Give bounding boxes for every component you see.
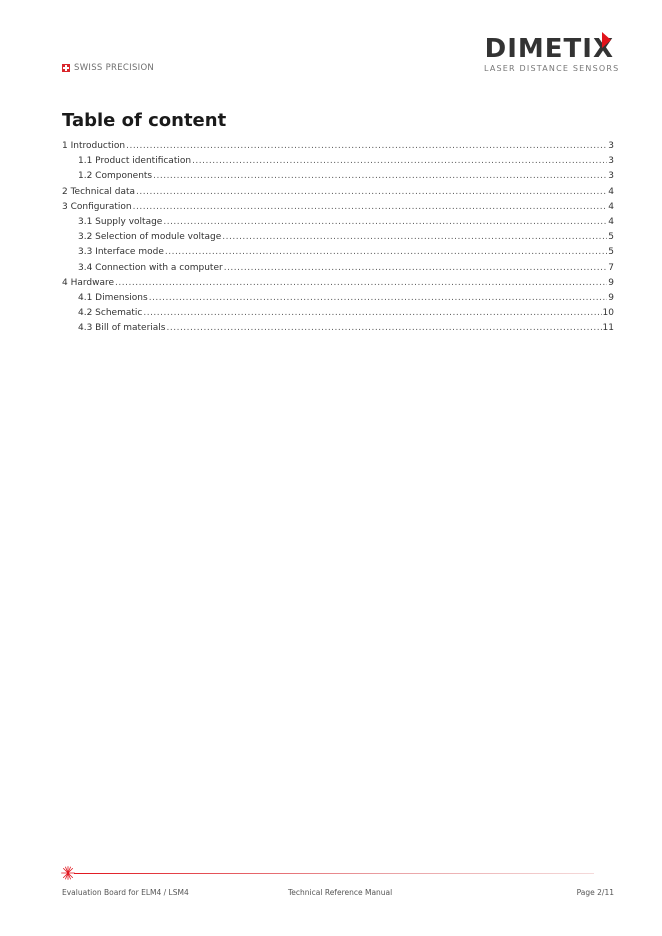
toc-entry-label: 4.2 Schematic — [78, 308, 143, 319]
swiss-precision-text: SWISS PRECISION — [74, 63, 155, 73]
logo-accent-icon — [602, 32, 611, 48]
toc-leader-dots — [115, 278, 607, 288]
toc-entry-page: 3 — [608, 141, 614, 151]
toc-entry[interactable] — [62, 230, 614, 245]
toc-entry[interactable] — [62, 291, 614, 306]
toc-entry[interactable] — [62, 215, 614, 230]
toc-leader-dots — [133, 202, 608, 212]
toc-entry-page: 5 — [608, 232, 614, 243]
toc-entry-page: 4 — [608, 186, 614, 197]
footer-product: Evaluation Board for ELM4 / LSM4 — [62, 888, 189, 897]
footer-doc-type: Technical Reference Manual — [288, 888, 393, 897]
toc-entry-label: 1.1 Product identification — [78, 156, 192, 167]
toc-entry-page: 9 — [608, 292, 614, 303]
toc-entry-page: 3 — [608, 171, 614, 182]
toc-leader-dots — [136, 187, 607, 197]
toc-leader-dots — [167, 323, 602, 333]
toc-leader-dots — [143, 308, 601, 318]
logo-wordmark: DIMETIX — [484, 34, 614, 64]
footer-divider — [74, 873, 594, 874]
laser-star-icon — [61, 866, 75, 880]
toc-leader-dots — [222, 232, 607, 242]
toc-leader-dots — [153, 171, 607, 181]
toc-entry-label: 2 Technical data — [62, 186, 136, 197]
dimetix-logo — [484, 22, 620, 74]
toc-entry-label: 4.1 Dimensions — [78, 292, 148, 303]
toc-leader-dots — [126, 141, 607, 151]
toc-entry-page: 11 — [602, 323, 614, 334]
toc-entry-label: 1 Introduction — [62, 141, 126, 151]
toc-entry-label: 1.2 Components — [78, 171, 153, 182]
toc-entry-label: 3 Configuration — [62, 201, 132, 212]
toc-leader-dots — [192, 156, 607, 166]
toc-entry[interactable] — [62, 321, 614, 336]
toc-entry-page: 4 — [608, 216, 614, 227]
toc-entry[interactable] — [62, 276, 614, 291]
toc-leader-dots — [163, 217, 607, 227]
toc-entry[interactable] — [62, 200, 614, 215]
toc-entry[interactable] — [62, 261, 614, 276]
toc-entry-page: 10 — [602, 308, 614, 319]
swiss-flag-icon — [62, 64, 70, 72]
toc-entry[interactable] — [62, 306, 614, 321]
logo-subtitle: LASER DISTANCE SENSORS — [484, 64, 620, 73]
toc-entry-label: 3.1 Supply voltage — [78, 216, 163, 227]
toc-entry-label: 3.3 Interface mode — [78, 247, 164, 258]
toc-entry[interactable] — [62, 245, 614, 260]
toc-entry[interactable] — [62, 185, 614, 200]
toc-entry-label: 3.4 Connection with a computer — [78, 262, 223, 273]
toc-entry[interactable] — [62, 139, 614, 154]
toc-entry[interactable] — [62, 154, 614, 169]
table-of-contents — [62, 139, 614, 336]
toc-leader-dots — [224, 263, 608, 273]
toc-entry-page: 9 — [608, 277, 614, 288]
swiss-precision-badge — [62, 63, 154, 73]
toc-leader-dots — [165, 247, 607, 257]
toc-entry-page: 7 — [608, 262, 614, 273]
toc-entry[interactable] — [62, 169, 614, 184]
toc-entry-page: 5 — [608, 247, 614, 258]
toc-entry-label: 3.2 Selection of module voltage — [78, 232, 222, 243]
toc-entry-page: 4 — [608, 201, 614, 212]
toc-entry-page: 3 — [608, 156, 614, 167]
toc-entry-label: 4.3 Bill of materials — [78, 323, 166, 334]
footer-page-number: Page 2/11 — [576, 888, 614, 897]
toc-leader-dots — [149, 293, 608, 303]
toc-title: Table of content — [62, 110, 227, 131]
toc-entry-label: 4 Hardware — [62, 277, 115, 288]
